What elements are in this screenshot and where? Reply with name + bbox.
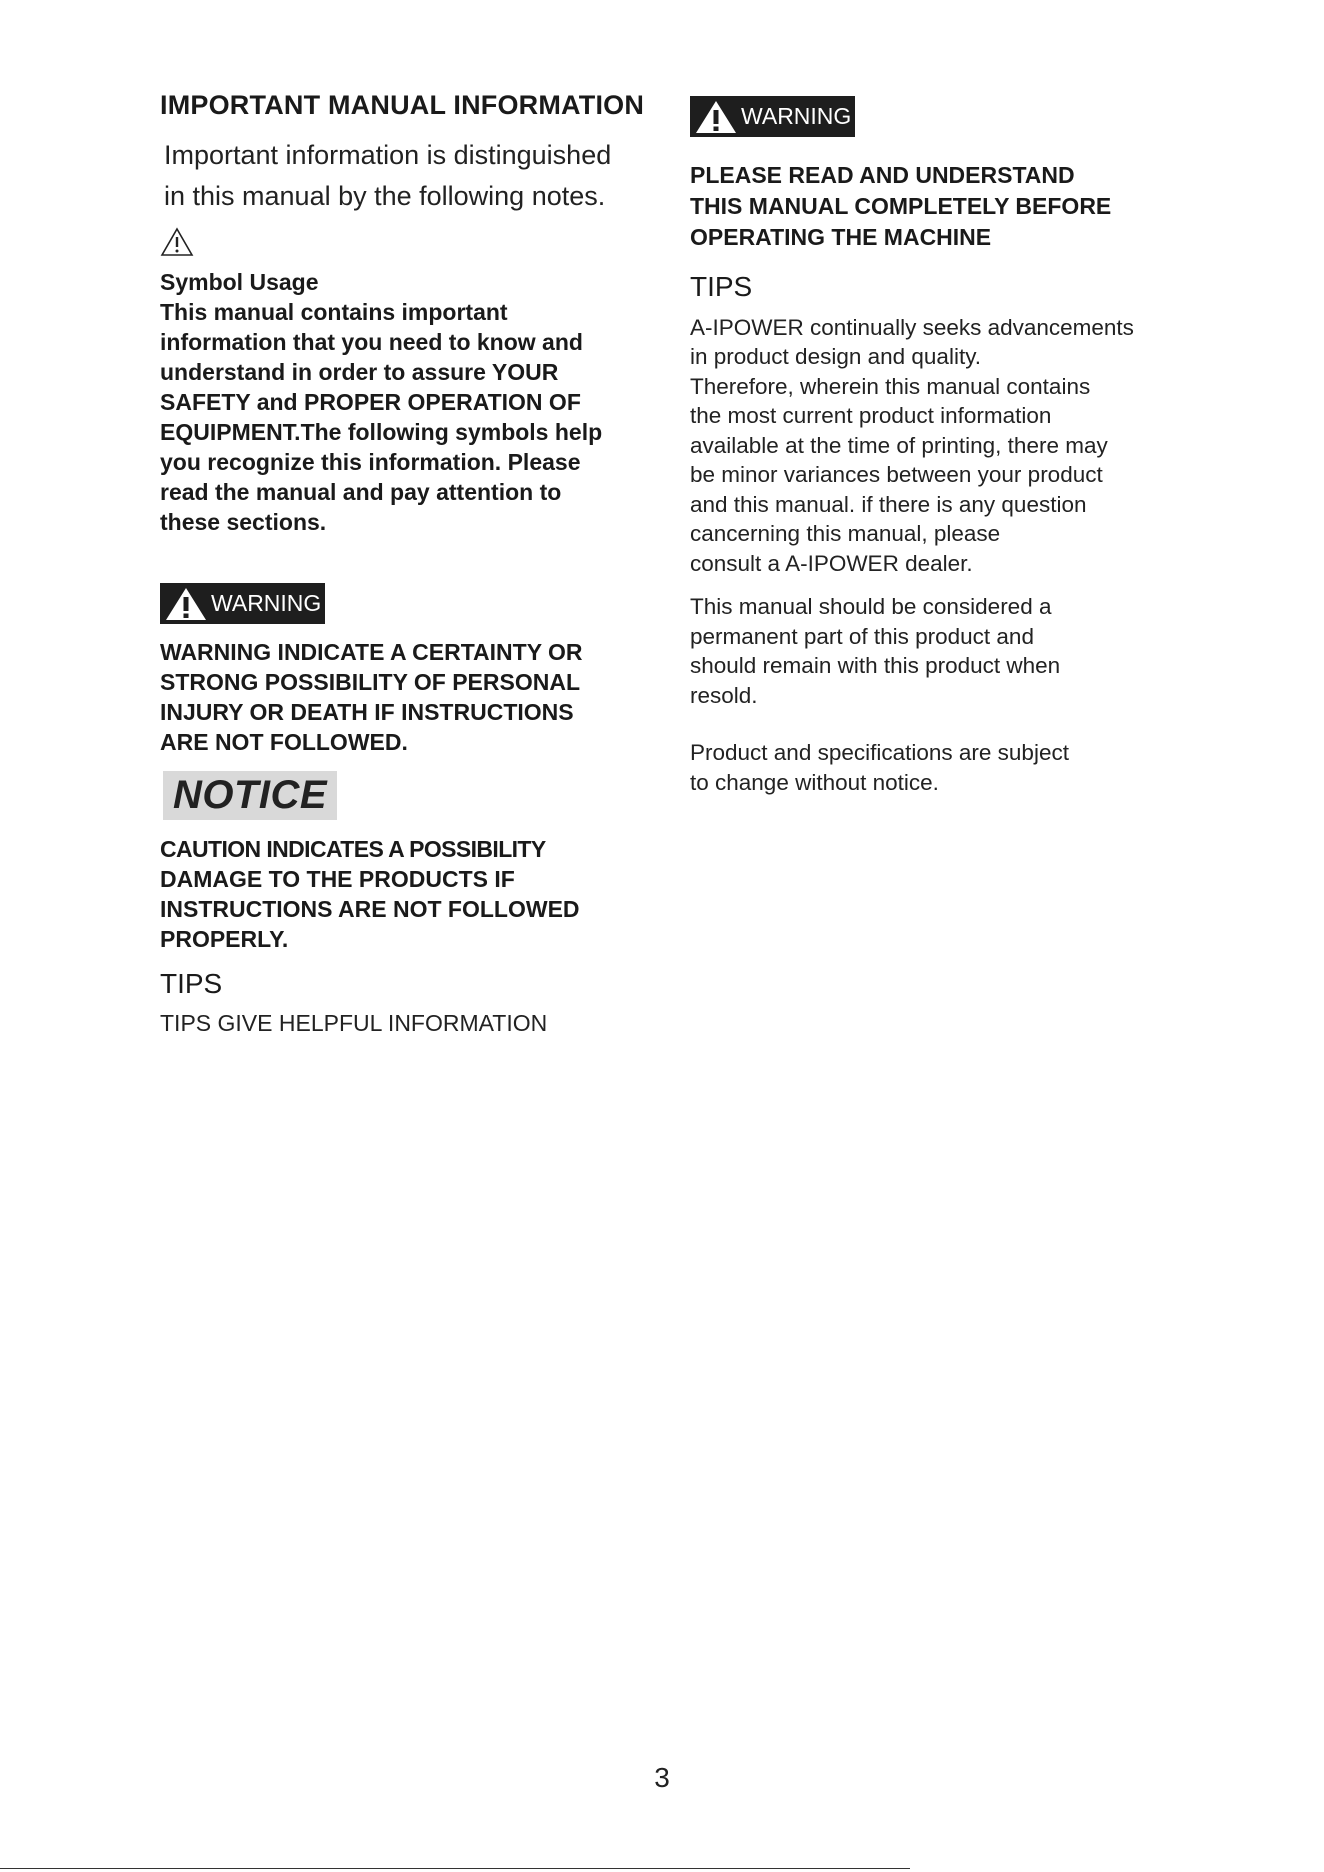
intro-text [164,135,680,217]
symbol-usage-line: information that you need to know and [160,329,583,355]
warning-line: WARNING INDICATE A CERTAINTY OR [160,638,583,665]
tips-line: Therefore, wherein this manual contains [690,373,1091,399]
tips-line: available at the time of printing, there may [690,432,1108,458]
read-line: OPERATING THE MACHINE [690,223,992,250]
right-column [690,96,1190,797]
warning-badge [690,96,1190,140]
intro-line: Important information is distinguished [164,140,612,170]
tips-line: consult a A-IPOWER dealer. [690,550,973,576]
tips-text: TIPS GIVE HELPFUL INFORMATION [160,1009,548,1036]
paragraph-line: should remain with this product when [690,653,1061,678]
tips-line: A-IPOWER continually seeks advancements [690,314,1134,340]
left-column [160,90,680,1037]
paragraph-line: permanent part of this product and [690,623,1034,649]
warning-label: WARNING [741,103,852,129]
page-number: 3 [654,1762,670,1793]
symbol-usage-line: This manual contains important [160,299,508,325]
symbol-usage-line: read the manual and pay attention to [160,479,562,505]
paragraph-line: to change without notice. [690,769,939,795]
tips-paragraph [690,313,1190,579]
symbol-usage-line: these sections. [160,509,327,535]
warning-line: STRONG POSSIBILITY OF PERSONAL [160,668,581,695]
warning-description [160,637,680,757]
read-manual-notice [690,160,1190,253]
specifications-paragraph [690,738,1190,797]
caution-triangle-icon [160,227,194,257]
paragraph-line: resold. [690,682,758,708]
symbol-usage-line: you recognize this information. Please [160,449,581,475]
tips-title: TIPS [160,967,223,999]
paragraph-line: This manual should be considered a [690,594,1052,619]
warning-triangle-icon [694,99,738,135]
warning-badge [160,583,680,627]
permanent-part-paragraph [690,592,1190,710]
tips-line: in product design and quality. [690,344,982,369]
caution-line: PROPERLY. [160,925,289,952]
bottom-rule [0,1868,910,1869]
page-title: IMPORTANT MANUAL INFORMATION [160,90,645,120]
read-line: THIS MANUAL COMPLETELY BEFORE [690,192,1112,219]
tips-line: be minor variances between your product [690,462,1103,487]
tips-title: TIPS [690,270,753,302]
read-line: PLEASE READ AND UNDERSTAND [690,161,1075,188]
caution-line: INSTRUCTIONS ARE NOT FOLLOWED [160,895,580,922]
tips-line: and this manual. if there is any question [690,491,1087,517]
caution-line: DAMAGE TO THE PRODUCTS IF [160,865,515,892]
warning-line: INJURY OR DEATH IF INSTRUCTIONS [160,698,574,725]
intro-line: in this manual by the following notes. [164,181,606,211]
notice-badge: NOTICE [163,771,337,820]
symbol-usage-line: understand in order to assure YOUR [160,359,559,385]
warning-triangle-icon [164,586,208,622]
symbol-usage-title: Symbol Usage [160,269,319,295]
warning-line: ARE NOT FOLLOWED. [160,728,408,755]
notice-badge-wrap [163,771,680,820]
tips-line: the most current product information [690,403,1052,428]
tips-line: cancerning this manual, please [690,521,1001,546]
warning-label: WARNING [211,590,322,616]
symbol-usage-section [160,267,680,537]
paragraph-line: Product and specifications are subject [690,740,1069,765]
caution-description [160,834,680,954]
caution-line: CAUTION INDICATES A POSSIBILITY [160,835,546,862]
symbol-usage-line: EQUIPMENT.The following symbols help [160,419,603,445]
symbol-usage-line: SAFETY and PROPER OPERATION OF [160,389,581,415]
